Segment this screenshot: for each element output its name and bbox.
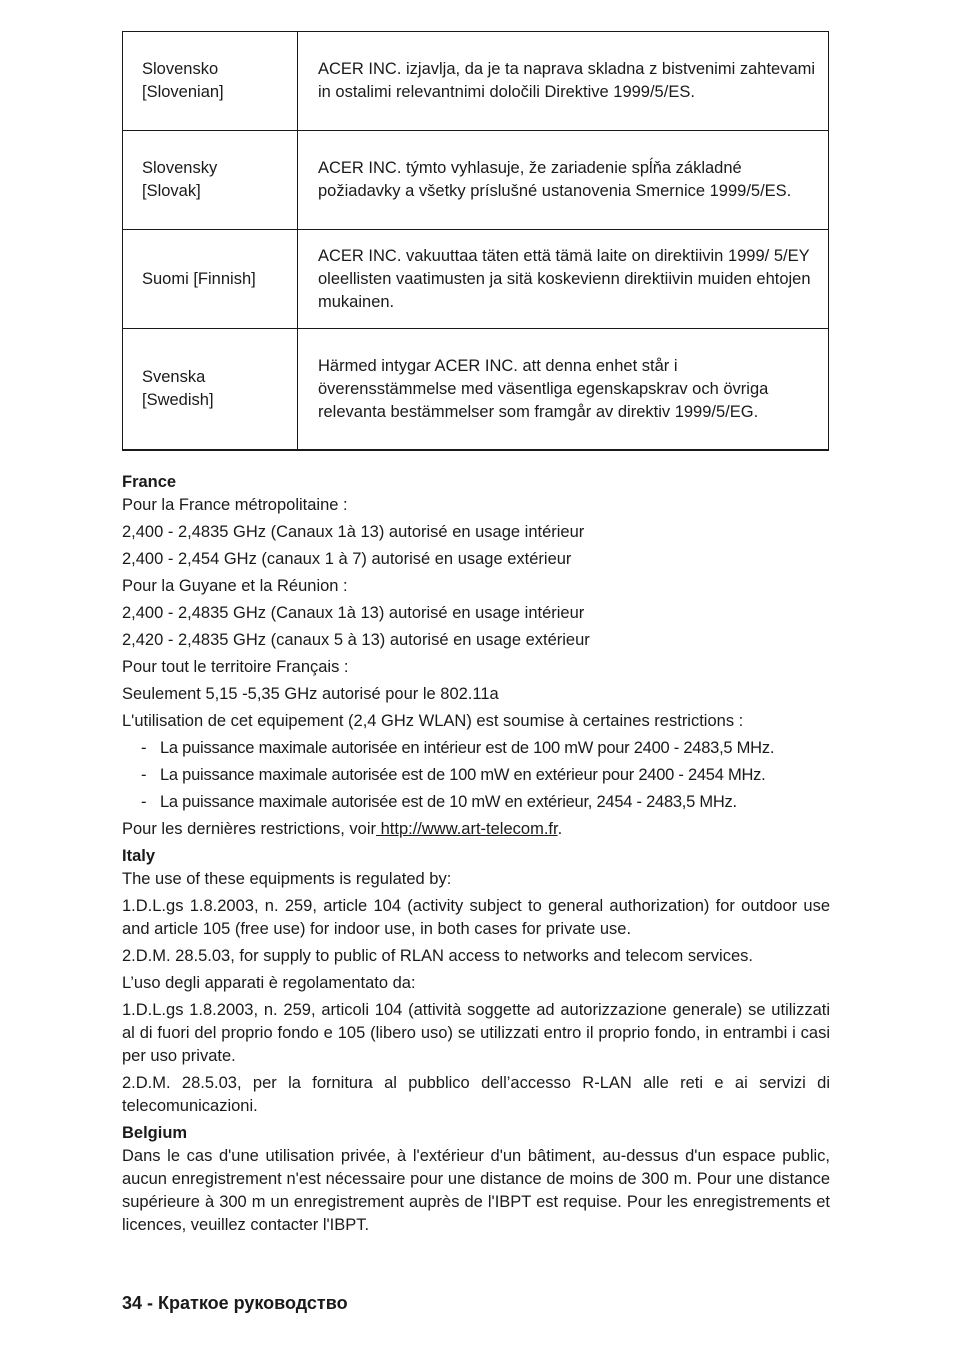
- section-heading-france: France: [122, 473, 177, 491]
- language-name: Svenska: [142, 368, 206, 386]
- table-row: [123, 131, 829, 230]
- paragraph: 2.D.M. 28.5.03, for supply to public of RLAN access to networks and telecom services.: [122, 947, 753, 965]
- body-content: [122, 471, 830, 1237]
- restrictions-list: [122, 737, 830, 814]
- paragraph: 1.D.L.gs 1.8.2003, n. 259, articoli 104 (attività soggette ad autorizzazione generale) se utilizzati al di fuori del proprio fondo e 105 (libero uso) se utilizzati entro il proprio fondo, in entrambi i casi per uso private.: [122, 1001, 830, 1065]
- belgium-section: [122, 1122, 830, 1237]
- list-item: [122, 737, 830, 760]
- language-name: Suomi [Finnish]: [142, 269, 256, 288]
- list-item: [122, 764, 830, 787]
- language-name: Slovensko: [142, 60, 219, 78]
- list-item-text: La puissance maximale autorisée est de 10 mW en extérieur, 2454 - 2483,5 MHz.: [160, 793, 737, 811]
- section-heading-belgium: Belgium: [122, 1124, 188, 1142]
- paragraph: 2,400 - 2,454 GHz (canaux 1 à 7) autorisé en usage extérieur: [122, 550, 572, 568]
- language-english: [Slovak]: [142, 182, 201, 200]
- declarations-table: [122, 31, 829, 451]
- paragraph: Pour la France métropolitaine :: [122, 496, 348, 514]
- paragraph: L’uso degli apparati è regolamentato da:: [122, 974, 416, 992]
- paragraph: Pour tout le territoire Français :: [122, 658, 349, 676]
- table-row: [123, 230, 829, 329]
- language-cell: [123, 329, 298, 451]
- document-page: [122, 31, 830, 1241]
- list-item-text: La puissance maximale autorisée est de 100 mW en extérieur pour 2400 - 2454 MHz.: [160, 766, 766, 784]
- dash-mark: -: [141, 793, 147, 811]
- paragraph: The use of these equipments is regulated by:: [122, 870, 452, 888]
- section-heading-italy: Italy: [122, 847, 156, 865]
- paragraph: 1.D.L.gs 1.8.2003, n. 259, article 104 (activity subject to general authorization) for outdoor use and article 105 (free use) for indoor use, in both cases for private use.: [122, 897, 830, 938]
- language-english: [Swedish]: [142, 391, 214, 409]
- dash-mark: -: [141, 739, 147, 757]
- page-footer: 34 - Краткое руководство: [122, 1293, 348, 1313]
- table-row: [123, 32, 829, 131]
- restrictions-prefix: Pour les dernières restrictions, voir: [122, 820, 377, 838]
- paragraph: Seulement 5,15 -5,35 GHz autorisé pour le 802.11a: [122, 685, 499, 703]
- list-item: [122, 791, 830, 814]
- language-cell: [123, 230, 298, 329]
- declaration-text: ACER INC. týmto vyhlasuje, že zariadenie spĺňa základné požiadavky a všetky príslušné ustanovenia Smernice 1999/5/ES.: [298, 131, 829, 230]
- paragraph: 2,400 - 2,4835 GHz (Canaux 1à 13) autorisé en usage intérieur: [122, 604, 585, 622]
- paragraph: Dans le cas d'une utilisation privée, à l'extérieur d'un bâtiment, au-dessus d'un espace public, aucun enregistrement n'est nécessaire pour une distance de moins de 300 m. Pour une distance supérieure à 300 m un enregistrement auprès de l'IBPT est requise. Pour les enregistrements et licences, veuillez contacter l'IBPT.: [122, 1147, 830, 1234]
- list-item-text: La puissance maximale autorisée en intérieur est de 100 mW pour 2400 - 2483,5 MHz.: [160, 739, 775, 757]
- language-english: [Slovenian]: [142, 83, 224, 101]
- language-name: Slovensky: [142, 159, 218, 177]
- declaration-text: ACER INC. izjavlja, da je ta naprava skladna z bistvenimi zahtevami in ostalimi relevantnimi določili Direktive 1999/5/ES.: [298, 32, 829, 131]
- declaration-text: ACER INC. vakuuttaa täten että tämä laite on direktiivin 1999/ 5/EY oleellisten vaatimusten ja sitä koskevienn direktiivin muiden ehtojen mukainen.: [298, 230, 829, 329]
- dash-mark: -: [141, 766, 147, 784]
- language-cell: [123, 32, 298, 131]
- paragraph: 2,420 - 2,4835 GHz (canaux 5 à 13) autorisé en usage extérieur: [122, 631, 590, 649]
- declaration-text: Härmed intygar ACER INC. att denna enhet står i överensstämmelse med väsentliga egenskapskrav och övriga relevanta bestämmelser som framgår av direktiv 1999/5/EG.: [298, 329, 829, 451]
- restrictions-suffix: .: [557, 820, 563, 838]
- france-section: [122, 471, 830, 841]
- paragraph: L'utilisation de cet equipement (2,4 GHz WLAN) est soumise à certaines restrictions :: [122, 712, 744, 730]
- italy-section: [122, 845, 830, 1118]
- paragraph: 2,400 - 2,4835 GHz (Canaux 1à 13) autorisé en usage intérieur: [122, 523, 585, 541]
- paragraph: 2.D.M. 28.5.03, per la fornitura al pubblico dell’accesso R-LAN alle reti e ai servizi di telecomunicazioni.: [122, 1074, 830, 1115]
- paragraph: Pour la Guyane et la Réunion :: [122, 577, 348, 595]
- art-telecom-link[interactable]: http://www.art-telecom.fr: [376, 820, 558, 838]
- restrictions-paragraph: [122, 818, 830, 841]
- language-cell: [123, 131, 298, 230]
- table-row: [123, 329, 829, 451]
